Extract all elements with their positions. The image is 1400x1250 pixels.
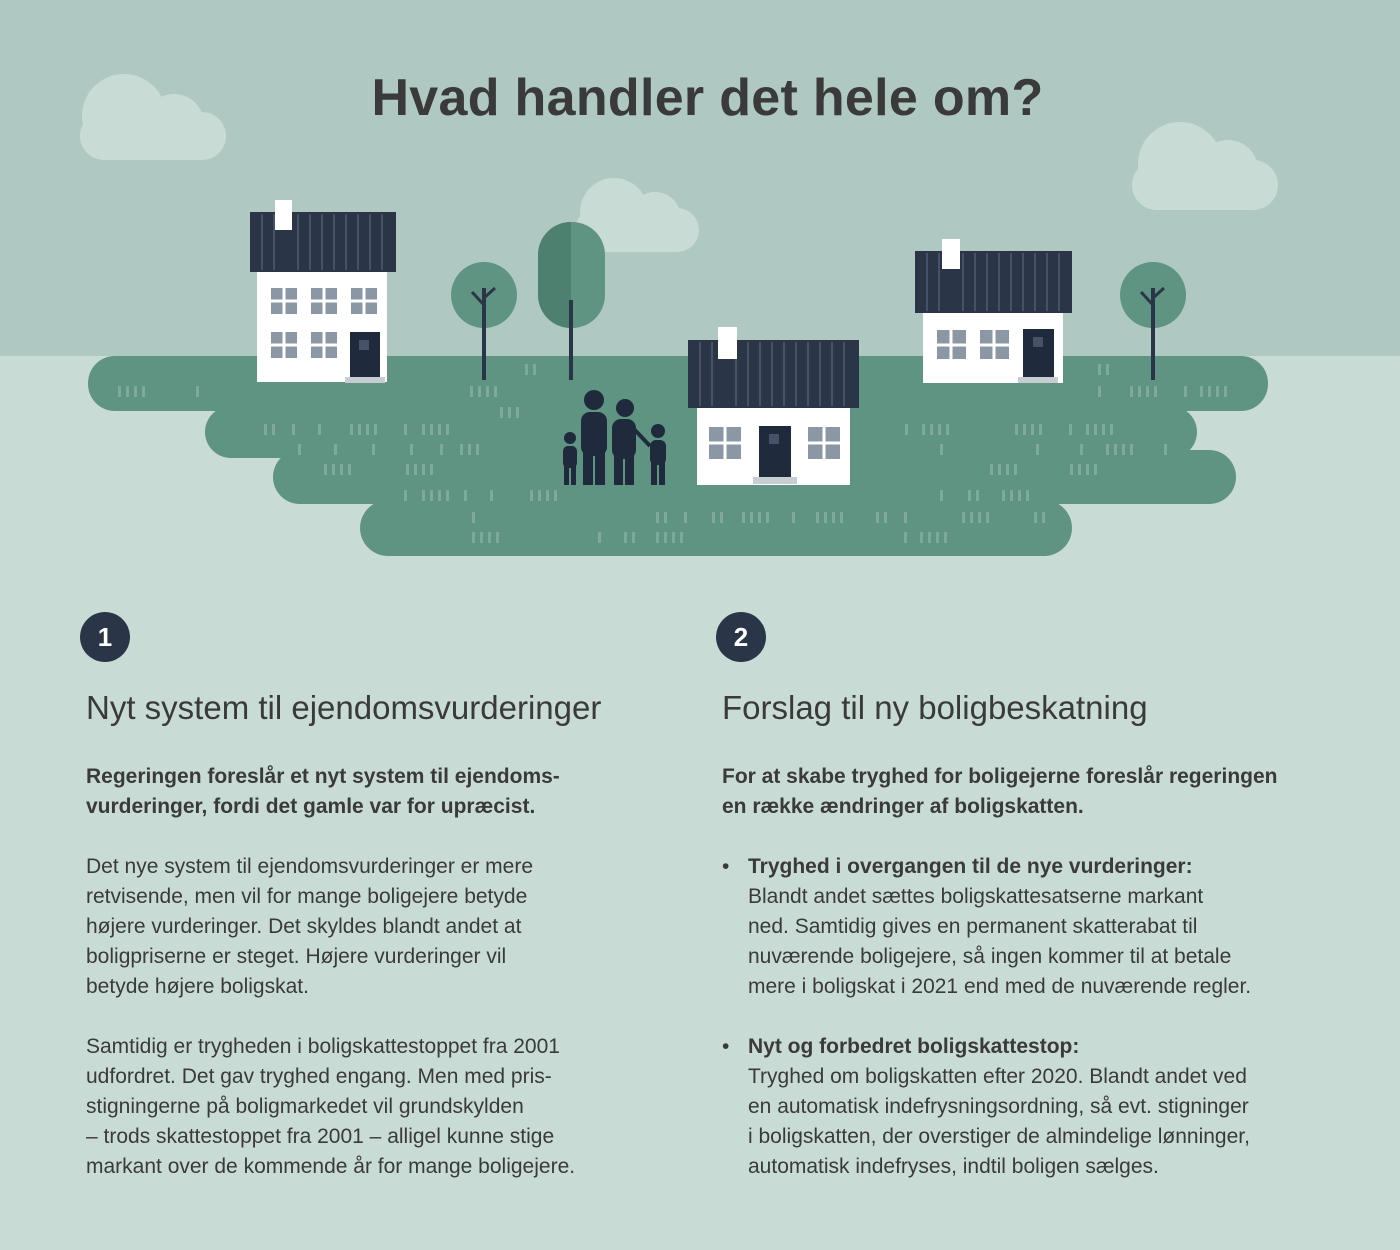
grass-tuft	[272, 424, 275, 435]
grass-tuft	[410, 444, 413, 455]
bullet-icon: •	[722, 854, 730, 878]
grass-tuft	[488, 532, 491, 543]
grass-tuft	[624, 532, 627, 543]
grass-tuft	[348, 464, 351, 475]
grass-tuft	[472, 512, 475, 523]
grass-tuft	[464, 490, 467, 501]
grass-tuft	[720, 512, 723, 523]
grass-tuft	[1078, 464, 1081, 475]
grass-tuft	[446, 490, 449, 501]
grass-tuft	[1094, 424, 1097, 435]
grass-tuft	[468, 444, 471, 455]
grass-tuft	[1098, 364, 1101, 375]
grass-tuft	[1208, 386, 1211, 397]
grass-tuft	[118, 386, 121, 397]
grass-tuft	[904, 532, 907, 543]
grass-tuft	[766, 512, 769, 523]
grass-tuft	[672, 532, 675, 543]
grass-tuft	[126, 386, 129, 397]
grass-tuft	[1138, 386, 1141, 397]
grass-tuft	[656, 532, 659, 543]
bullet-title: Nyt og forbedret boligskattestop:	[748, 1034, 1080, 1058]
grass-tuft	[334, 444, 337, 455]
grass-tuft	[430, 424, 433, 435]
section-number-badge: 1	[80, 612, 130, 662]
grass-tuft	[976, 490, 979, 501]
grass-tuft	[792, 512, 795, 523]
cloud-icon	[1132, 122, 1278, 210]
grass-tuft	[1122, 444, 1125, 455]
grass-tuft	[905, 424, 908, 435]
grass-tuft	[470, 386, 473, 397]
grass-tuft	[1106, 444, 1109, 455]
grass-tuft	[962, 512, 965, 523]
grass-tuft	[472, 532, 475, 543]
grass-tuft	[986, 512, 989, 523]
grass-tuft	[1080, 444, 1083, 455]
section-1	[80, 612, 640, 1182]
grass-tuft	[1098, 386, 1101, 397]
grass-tuft	[1216, 386, 1219, 397]
grass-tuft	[1015, 424, 1018, 435]
grass-tuft	[1110, 424, 1113, 435]
grass-tuft	[840, 512, 843, 523]
grass-tuft	[680, 532, 683, 543]
grass-tuft	[742, 512, 745, 523]
grass-tuft	[664, 512, 667, 523]
grass-tuft	[324, 464, 327, 475]
grass-tuft	[990, 464, 993, 475]
grass-tuft	[930, 424, 933, 435]
grass-tuft	[446, 424, 449, 435]
grass-tuft	[264, 424, 267, 435]
grass-tuft	[298, 444, 301, 455]
grass-tuft	[404, 490, 407, 501]
page-title: Hvad handler det hele om?	[371, 69, 1044, 127]
grass-tuft	[516, 407, 519, 418]
grass-tuft	[1094, 464, 1097, 475]
section-heading: Nyt system til ejendomsvurderinger	[86, 689, 602, 726]
bullet-icon: •	[722, 1034, 730, 1058]
grass-ground	[88, 356, 1268, 556]
grass-tuft	[978, 512, 981, 523]
grass-tuft	[318, 424, 321, 435]
grass-tuft	[920, 532, 923, 543]
grass-tuft	[478, 386, 481, 397]
grass-tuft	[438, 490, 441, 501]
grass-tuft	[486, 386, 489, 397]
house-icon	[915, 239, 1072, 383]
grass-tuft	[946, 424, 949, 435]
grass-tuft	[1023, 424, 1026, 435]
section-2	[716, 612, 1326, 1212]
grass-tuft	[1042, 512, 1045, 523]
grass-tuft	[876, 512, 879, 523]
grass-tuft	[490, 490, 493, 501]
grass-tuft	[940, 490, 943, 501]
grass-tuft	[884, 512, 887, 523]
grass-tuft	[374, 424, 377, 435]
grass-tuft	[1036, 444, 1039, 455]
grass-tuft	[632, 532, 635, 543]
grass-tuft	[438, 424, 441, 435]
grass-tuft	[944, 532, 947, 543]
grass-tuft	[1018, 490, 1021, 501]
grass-tuft	[350, 424, 353, 435]
grass-tuft	[1130, 386, 1133, 397]
grass-tuft	[460, 444, 463, 455]
grass-tuft	[525, 364, 528, 375]
house-icon	[688, 327, 859, 485]
grass-tuft	[422, 464, 425, 475]
grass-tuft	[824, 512, 827, 523]
grass-tuft	[664, 532, 667, 543]
grass-tuft	[968, 490, 971, 501]
grass-tuft	[500, 407, 503, 418]
list-item	[716, 1032, 1326, 1182]
grass-tuft	[904, 512, 907, 523]
grass-tuft	[1102, 424, 1105, 435]
grass-tuft	[938, 424, 941, 435]
grass-tuft	[832, 512, 835, 523]
grass-tuft	[750, 512, 753, 523]
grass-tuft	[366, 424, 369, 435]
grass-tuft	[1010, 490, 1013, 501]
grass-tuft	[340, 464, 343, 475]
grass-tuft	[440, 444, 443, 455]
grass-tuft	[1114, 444, 1117, 455]
house-icon	[250, 200, 396, 383]
list-item	[716, 852, 1326, 1002]
grass-tuft	[414, 464, 417, 475]
grass-tuft	[1146, 386, 1149, 397]
grass-tuft	[1014, 464, 1017, 475]
bullet-title: Tryghed i overgangen til de nye vurderinger:	[748, 854, 1193, 878]
grass-tuft	[480, 532, 483, 543]
grass-tuft	[922, 424, 925, 435]
section-number-badge: 2	[716, 612, 766, 662]
grass-tuft	[1224, 386, 1227, 397]
grass-tuft	[598, 532, 601, 543]
bullet-text: Blandt andet sættes boligskattesatserne markant ned. Samtidig gives en permanent skatterabat til nuværende boligejere, så ingen kommer til at betale mere i boligskat i 2021 end med de nuværende regler.	[748, 884, 1252, 998]
grass-tuft	[1069, 424, 1072, 435]
grass-tuft	[1086, 464, 1089, 475]
grass-tuft	[1034, 512, 1037, 523]
grass-tuft	[404, 424, 407, 435]
grass-tuft	[546, 490, 549, 501]
grass-tuft	[970, 512, 973, 523]
grass-tuft	[1184, 386, 1187, 397]
grass-tuft	[372, 444, 375, 455]
grass-tuft	[494, 386, 497, 397]
grass-tuft	[758, 512, 761, 523]
section-lead: For at skabe tryghed for boligejerne foreslår regeringen en række ændringer af boligskatten.	[722, 764, 1278, 818]
grass-tuft	[538, 490, 541, 501]
grass-tuft	[196, 386, 199, 397]
grass-tuft	[358, 424, 361, 435]
grass-tuft	[533, 364, 536, 375]
section-paragraph: Det nye system til ejendomsvurderinger er mere retvisende, men vil for mange boligejere betyde højere vurderinger. Det skyldes blandt andet at boligpriserne er steget. Højere vurderinger vil betyde højere boligskat.	[86, 854, 534, 998]
grass-tuft	[998, 464, 1001, 475]
grass-tuft	[142, 386, 145, 397]
grass-tuft	[684, 512, 687, 523]
grass-tuft	[496, 532, 499, 543]
grass-tuft	[656, 512, 659, 523]
section-paragraph: Samtidig er trygheden i boligskattestoppet fra 2001 udfordret. Det gav tryghed engang. Men med pris- stigningerne på boligmarkedet vil grundskylden – trods skattestoppet fra 2001 – alligel kunne stige markant over de kommende år for mange boligejere.	[86, 1034, 576, 1178]
grass-tuft	[1031, 424, 1034, 435]
grass-tuft	[1130, 444, 1133, 455]
grass-tuft	[816, 512, 819, 523]
grass-tuft	[530, 490, 533, 501]
grass-tuft	[332, 464, 335, 475]
grass-tuft	[1070, 464, 1073, 475]
grass-tuft	[422, 490, 425, 501]
grass-tuft	[928, 532, 931, 543]
grass-tuft	[1026, 490, 1029, 501]
grass-tuft	[554, 490, 557, 501]
grass-tuft	[940, 444, 943, 455]
grass-tuft	[1200, 386, 1203, 397]
grass-tuft	[508, 407, 511, 418]
grass-tuft	[476, 444, 479, 455]
grass-tuft	[134, 386, 137, 397]
grass-tuft	[1006, 464, 1009, 475]
bullet-text: Tryghed om boligskatten efter 2020. Blandt andet ved en automatisk indefrysningsordning, så evt. stigninger i boligskatten, der overstiger de almindelige lønninger, automatisk indefryses, indtil boligen sælges.	[748, 1064, 1250, 1178]
grass-tuft	[292, 424, 295, 435]
grass-tuft	[712, 512, 715, 523]
grass-tuft	[422, 424, 425, 435]
section-heading: Forslag til ny boligbeskatning	[722, 689, 1148, 726]
grass-tuft	[1086, 424, 1089, 435]
grass-tuft	[936, 532, 939, 543]
grass-tuft	[1002, 490, 1005, 501]
grass-tuft	[1039, 424, 1042, 435]
grass-tuft	[430, 490, 433, 501]
bullet-list	[716, 852, 1326, 1182]
section-lead: Regeringen foreslår et nyt system til ejendoms- vurderinger, fordi det gamle var for upræcist.	[86, 764, 560, 818]
grass-tuft	[406, 464, 409, 475]
grass-tuft	[1164, 444, 1167, 455]
grass-tuft	[1106, 364, 1109, 375]
grass-tuft	[1154, 386, 1157, 397]
grass-tuft	[430, 464, 433, 475]
